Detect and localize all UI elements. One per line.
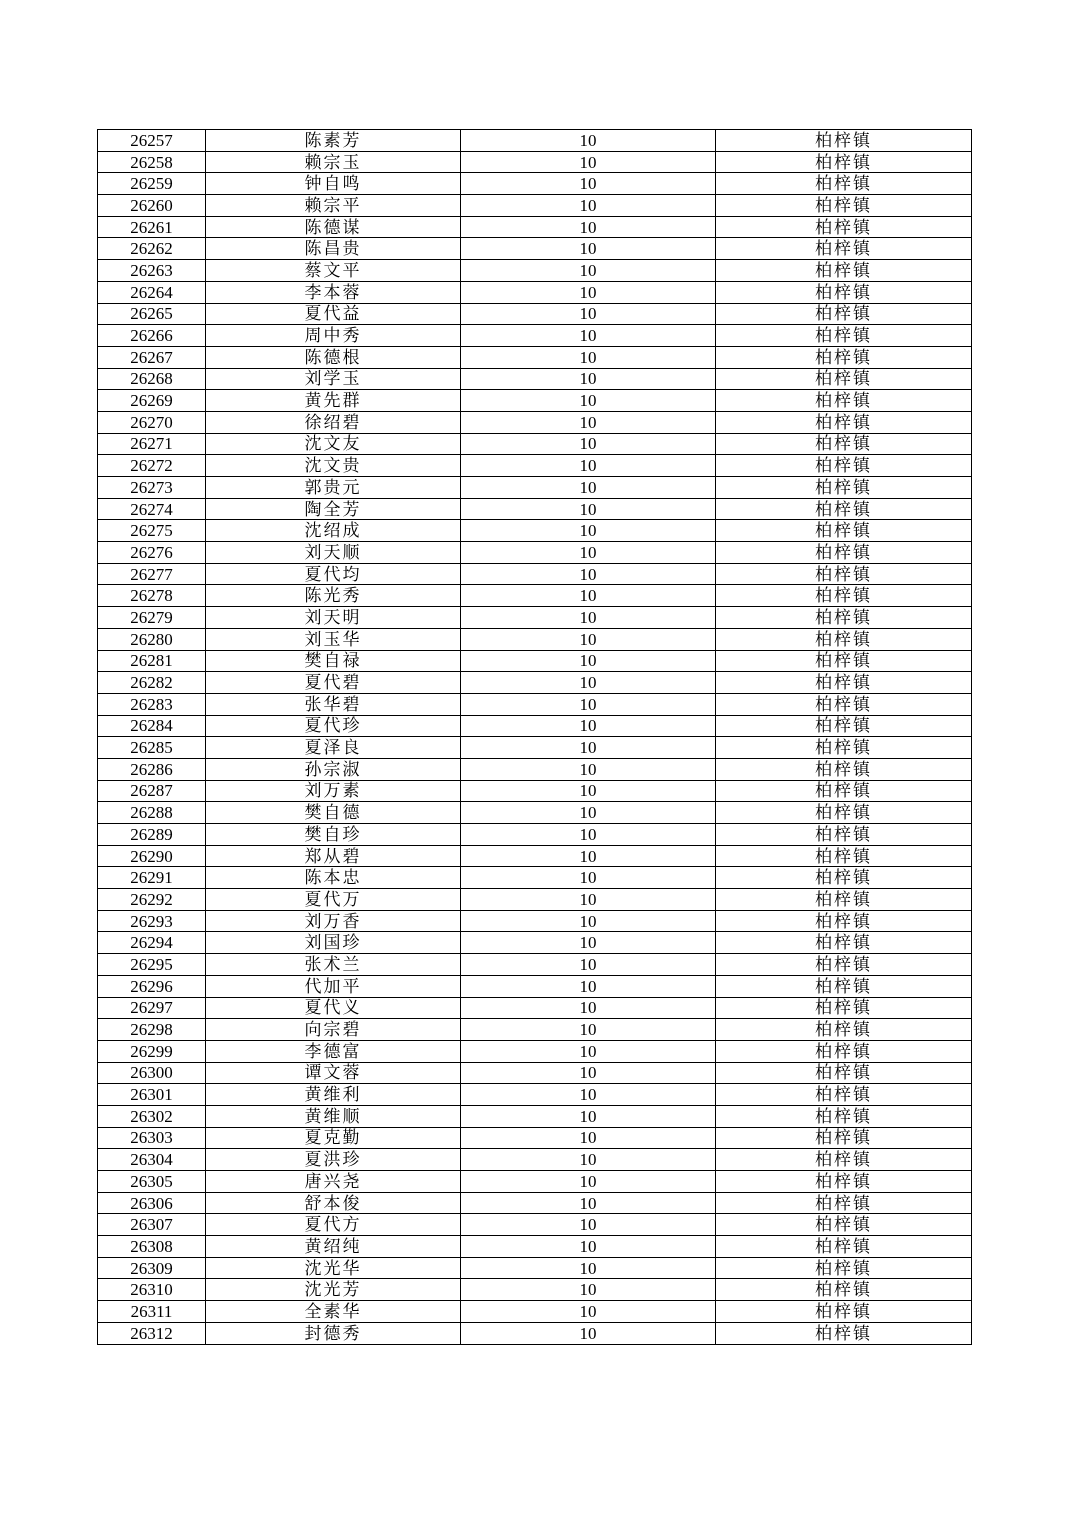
town-cell: 柏梓镇	[716, 845, 972, 867]
table-row	[98, 802, 972, 824]
amount-cell: 10	[461, 390, 716, 412]
name-cell: 刘玉华	[206, 628, 461, 650]
table-row	[98, 520, 972, 542]
table-row	[98, 1149, 972, 1171]
amount-cell: 10	[461, 932, 716, 954]
table-row	[98, 997, 972, 1019]
name-cell: 张术兰	[206, 954, 461, 976]
name-cell: 沈光华	[206, 1257, 461, 1279]
amount-cell: 10	[461, 216, 716, 238]
town-cell: 柏梓镇	[716, 563, 972, 585]
id-cell: 26269	[98, 390, 206, 412]
name-cell: 张华碧	[206, 693, 461, 715]
town-cell: 柏梓镇	[716, 585, 972, 607]
amount-cell: 10	[461, 1062, 716, 1084]
table-row	[98, 130, 972, 152]
town-cell: 柏梓镇	[716, 997, 972, 1019]
id-cell: 26292	[98, 889, 206, 911]
amount-cell: 10	[461, 563, 716, 585]
table-row	[98, 1040, 972, 1062]
town-cell: 柏梓镇	[716, 628, 972, 650]
name-cell: 夏代万	[206, 889, 461, 911]
id-cell: 26260	[98, 195, 206, 217]
table-row	[98, 715, 972, 737]
table-row	[98, 173, 972, 195]
id-cell: 26278	[98, 585, 206, 607]
town-cell: 柏梓镇	[716, 1062, 972, 1084]
table-row	[98, 303, 972, 325]
name-cell: 樊自禄	[206, 650, 461, 672]
amount-cell: 10	[461, 195, 716, 217]
town-cell: 柏梓镇	[716, 737, 972, 759]
town-cell: 柏梓镇	[716, 1149, 972, 1171]
amount-cell: 10	[461, 542, 716, 564]
town-cell: 柏梓镇	[716, 281, 972, 303]
table-row	[98, 889, 972, 911]
amount-cell: 10	[461, 325, 716, 347]
table-row	[98, 1127, 972, 1149]
town-cell: 柏梓镇	[716, 758, 972, 780]
name-cell: 刘万素	[206, 780, 461, 802]
table-row	[98, 1192, 972, 1214]
amount-cell: 10	[461, 346, 716, 368]
amount-cell: 10	[461, 650, 716, 672]
town-cell: 柏梓镇	[716, 498, 972, 520]
town-cell: 柏梓镇	[716, 975, 972, 997]
id-cell: 26297	[98, 997, 206, 1019]
id-cell: 26308	[98, 1236, 206, 1258]
amount-cell: 10	[461, 737, 716, 759]
table-row	[98, 737, 972, 759]
table-row	[98, 216, 972, 238]
table-row	[98, 910, 972, 932]
name-cell: 沈光芳	[206, 1279, 461, 1301]
amount-cell: 10	[461, 975, 716, 997]
table-row	[98, 281, 972, 303]
amount-cell: 10	[461, 1214, 716, 1236]
amount-cell: 10	[461, 455, 716, 477]
town-cell: 柏梓镇	[716, 954, 972, 976]
table-row	[98, 542, 972, 564]
id-cell: 26262	[98, 238, 206, 260]
id-cell: 26270	[98, 411, 206, 433]
town-cell: 柏梓镇	[716, 1127, 972, 1149]
name-cell: 夏代珍	[206, 715, 461, 737]
amount-cell: 10	[461, 910, 716, 932]
name-cell: 沈文贵	[206, 455, 461, 477]
amount-cell: 10	[461, 867, 716, 889]
amount-cell: 10	[461, 520, 716, 542]
amount-cell: 10	[461, 151, 716, 173]
amount-cell: 10	[461, 997, 716, 1019]
town-cell: 柏梓镇	[716, 824, 972, 846]
amount-cell: 10	[461, 1171, 716, 1193]
table-row	[98, 932, 972, 954]
name-cell: 樊自珍	[206, 824, 461, 846]
id-cell: 26294	[98, 932, 206, 954]
name-cell: 黄维利	[206, 1084, 461, 1106]
town-cell: 柏梓镇	[716, 1019, 972, 1041]
id-cell: 26261	[98, 216, 206, 238]
amount-cell: 10	[461, 824, 716, 846]
amount-cell: 10	[461, 1127, 716, 1149]
amount-cell: 10	[461, 1257, 716, 1279]
table-row	[98, 455, 972, 477]
town-cell: 柏梓镇	[716, 1322, 972, 1344]
id-cell: 26293	[98, 910, 206, 932]
name-cell: 黄绍纯	[206, 1236, 461, 1258]
amount-cell: 10	[461, 1192, 716, 1214]
id-cell: 26289	[98, 824, 206, 846]
name-cell: 陈昌贵	[206, 238, 461, 260]
table-row	[98, 563, 972, 585]
id-cell: 26280	[98, 628, 206, 650]
name-cell: 夏克勤	[206, 1127, 461, 1149]
id-cell: 26295	[98, 954, 206, 976]
table-row	[98, 1257, 972, 1279]
name-cell: 蔡文平	[206, 260, 461, 282]
amount-cell: 10	[461, 758, 716, 780]
name-cell: 陈素芳	[206, 130, 461, 152]
id-cell: 26258	[98, 151, 206, 173]
town-cell: 柏梓镇	[716, 325, 972, 347]
amount-cell: 10	[461, 1149, 716, 1171]
table-row	[98, 780, 972, 802]
table-row	[98, 1019, 972, 1041]
name-cell: 刘国珍	[206, 932, 461, 954]
town-cell: 柏梓镇	[716, 455, 972, 477]
table-row	[98, 585, 972, 607]
table-row	[98, 368, 972, 390]
table-row	[98, 346, 972, 368]
id-cell: 26264	[98, 281, 206, 303]
town-cell: 柏梓镇	[716, 346, 972, 368]
id-cell: 26285	[98, 737, 206, 759]
town-cell: 柏梓镇	[716, 477, 972, 499]
table-row	[98, 498, 972, 520]
table-row	[98, 975, 972, 997]
table-row	[98, 477, 972, 499]
table-row	[98, 693, 972, 715]
town-cell: 柏梓镇	[716, 889, 972, 911]
table-row	[98, 411, 972, 433]
amount-cell: 10	[461, 1236, 716, 1258]
name-cell: 沈文友	[206, 433, 461, 455]
town-cell: 柏梓镇	[716, 390, 972, 412]
amount-cell: 10	[461, 954, 716, 976]
table-row	[98, 1171, 972, 1193]
id-cell: 26271	[98, 433, 206, 455]
table-row	[98, 672, 972, 694]
town-cell: 柏梓镇	[716, 303, 972, 325]
name-cell: 全素华	[206, 1301, 461, 1323]
table-row	[98, 238, 972, 260]
table-row	[98, 954, 972, 976]
id-cell: 26310	[98, 1279, 206, 1301]
id-cell: 26272	[98, 455, 206, 477]
id-cell: 26267	[98, 346, 206, 368]
town-cell: 柏梓镇	[716, 260, 972, 282]
amount-cell: 10	[461, 1040, 716, 1062]
amount-cell: 10	[461, 1322, 716, 1344]
town-cell: 柏梓镇	[716, 910, 972, 932]
town-cell: 柏梓镇	[716, 1192, 972, 1214]
name-cell: 樊自德	[206, 802, 461, 824]
name-cell: 夏泽良	[206, 737, 461, 759]
amount-cell: 10	[461, 1105, 716, 1127]
table-row	[98, 867, 972, 889]
town-cell: 柏梓镇	[716, 715, 972, 737]
name-cell: 向宗碧	[206, 1019, 461, 1041]
table-row	[98, 1084, 972, 1106]
id-cell: 26287	[98, 780, 206, 802]
id-cell: 26276	[98, 542, 206, 564]
table-row	[98, 1322, 972, 1344]
id-cell: 26279	[98, 607, 206, 629]
roster-table	[97, 129, 972, 1345]
name-cell: 夏代义	[206, 997, 461, 1019]
table-row	[98, 433, 972, 455]
name-cell: 李本蓉	[206, 281, 461, 303]
id-cell: 26303	[98, 1127, 206, 1149]
table-row	[98, 650, 972, 672]
table-row	[98, 607, 972, 629]
town-cell: 柏梓镇	[716, 867, 972, 889]
id-cell: 26300	[98, 1062, 206, 1084]
amount-cell: 10	[461, 173, 716, 195]
name-cell: 谭文蓉	[206, 1062, 461, 1084]
id-cell: 26288	[98, 802, 206, 824]
name-cell: 夏代益	[206, 303, 461, 325]
id-cell: 26277	[98, 563, 206, 585]
name-cell: 刘天顺	[206, 542, 461, 564]
id-cell: 26259	[98, 173, 206, 195]
town-cell: 柏梓镇	[716, 607, 972, 629]
id-cell: 26274	[98, 498, 206, 520]
amount-cell: 10	[461, 585, 716, 607]
town-cell: 柏梓镇	[716, 672, 972, 694]
town-cell: 柏梓镇	[716, 650, 972, 672]
amount-cell: 10	[461, 238, 716, 260]
name-cell: 刘学玉	[206, 368, 461, 390]
name-cell: 刘天明	[206, 607, 461, 629]
id-cell: 26265	[98, 303, 206, 325]
id-cell: 26268	[98, 368, 206, 390]
roster-table-body	[98, 130, 972, 1345]
town-cell: 柏梓镇	[716, 1301, 972, 1323]
town-cell: 柏梓镇	[716, 1279, 972, 1301]
town-cell: 柏梓镇	[716, 1236, 972, 1258]
town-cell: 柏梓镇	[716, 520, 972, 542]
amount-cell: 10	[461, 1279, 716, 1301]
name-cell: 黄先群	[206, 390, 461, 412]
id-cell: 26263	[98, 260, 206, 282]
name-cell: 陈德根	[206, 346, 461, 368]
id-cell: 26309	[98, 1257, 206, 1279]
id-cell: 26298	[98, 1019, 206, 1041]
town-cell: 柏梓镇	[716, 932, 972, 954]
town-cell: 柏梓镇	[716, 238, 972, 260]
amount-cell: 10	[461, 628, 716, 650]
amount-cell: 10	[461, 498, 716, 520]
id-cell: 26273	[98, 477, 206, 499]
name-cell: 封德秀	[206, 1322, 461, 1344]
amount-cell: 10	[461, 368, 716, 390]
id-cell: 26301	[98, 1084, 206, 1106]
id-cell: 26266	[98, 325, 206, 347]
amount-cell: 10	[461, 845, 716, 867]
name-cell: 郑从碧	[206, 845, 461, 867]
id-cell: 26275	[98, 520, 206, 542]
id-cell: 26257	[98, 130, 206, 152]
id-cell: 26305	[98, 1171, 206, 1193]
name-cell: 夏代均	[206, 563, 461, 585]
amount-cell: 10	[461, 281, 716, 303]
town-cell: 柏梓镇	[716, 433, 972, 455]
town-cell: 柏梓镇	[716, 1257, 972, 1279]
town-cell: 柏梓镇	[716, 1105, 972, 1127]
amount-cell: 10	[461, 672, 716, 694]
name-cell: 黄维顺	[206, 1105, 461, 1127]
name-cell: 周中秀	[206, 325, 461, 347]
town-cell: 柏梓镇	[716, 1084, 972, 1106]
name-cell: 徐绍碧	[206, 411, 461, 433]
table-row	[98, 325, 972, 347]
amount-cell: 10	[461, 477, 716, 499]
amount-cell: 10	[461, 260, 716, 282]
name-cell: 代加平	[206, 975, 461, 997]
amount-cell: 10	[461, 889, 716, 911]
name-cell: 沈绍成	[206, 520, 461, 542]
table-row	[98, 758, 972, 780]
town-cell: 柏梓镇	[716, 542, 972, 564]
town-cell: 柏梓镇	[716, 802, 972, 824]
id-cell: 26286	[98, 758, 206, 780]
table-row	[98, 1236, 972, 1258]
name-cell: 刘万香	[206, 910, 461, 932]
table-row	[98, 1214, 972, 1236]
amount-cell: 10	[461, 607, 716, 629]
town-cell: 柏梓镇	[716, 780, 972, 802]
id-cell: 26284	[98, 715, 206, 737]
table-row	[98, 628, 972, 650]
town-cell: 柏梓镇	[716, 216, 972, 238]
name-cell: 夏代碧	[206, 672, 461, 694]
town-cell: 柏梓镇	[716, 411, 972, 433]
name-cell: 舒本俊	[206, 1192, 461, 1214]
id-cell: 26282	[98, 672, 206, 694]
amount-cell: 10	[461, 1084, 716, 1106]
town-cell: 柏梓镇	[716, 130, 972, 152]
name-cell: 赖宗玉	[206, 151, 461, 173]
table-row	[98, 195, 972, 217]
table-row	[98, 1062, 972, 1084]
name-cell: 赖宗平	[206, 195, 461, 217]
name-cell: 唐兴尧	[206, 1171, 461, 1193]
id-cell: 26306	[98, 1192, 206, 1214]
amount-cell: 10	[461, 693, 716, 715]
id-cell: 26307	[98, 1214, 206, 1236]
name-cell: 钟自鸣	[206, 173, 461, 195]
town-cell: 柏梓镇	[716, 368, 972, 390]
table-row	[98, 151, 972, 173]
name-cell: 孙宗淑	[206, 758, 461, 780]
id-cell: 26302	[98, 1105, 206, 1127]
town-cell: 柏梓镇	[716, 1040, 972, 1062]
town-cell: 柏梓镇	[716, 195, 972, 217]
amount-cell: 10	[461, 433, 716, 455]
amount-cell: 10	[461, 1019, 716, 1041]
id-cell: 26291	[98, 867, 206, 889]
town-cell: 柏梓镇	[716, 693, 972, 715]
amount-cell: 10	[461, 802, 716, 824]
name-cell: 李德富	[206, 1040, 461, 1062]
name-cell: 陈德谋	[206, 216, 461, 238]
table-row	[98, 1279, 972, 1301]
table-row	[98, 1105, 972, 1127]
table-row	[98, 260, 972, 282]
id-cell: 26312	[98, 1322, 206, 1344]
name-cell: 陶全芳	[206, 498, 461, 520]
id-cell: 26299	[98, 1040, 206, 1062]
town-cell: 柏梓镇	[716, 151, 972, 173]
name-cell: 夏洪珍	[206, 1149, 461, 1171]
name-cell: 陈本忠	[206, 867, 461, 889]
table-row	[98, 390, 972, 412]
name-cell: 夏代方	[206, 1214, 461, 1236]
town-cell: 柏梓镇	[716, 1214, 972, 1236]
amount-cell: 10	[461, 411, 716, 433]
id-cell: 26304	[98, 1149, 206, 1171]
amount-cell: 10	[461, 303, 716, 325]
amount-cell: 10	[461, 1301, 716, 1323]
table-row	[98, 824, 972, 846]
name-cell: 郭贵元	[206, 477, 461, 499]
amount-cell: 10	[461, 715, 716, 737]
id-cell: 26296	[98, 975, 206, 997]
id-cell: 26311	[98, 1301, 206, 1323]
town-cell: 柏梓镇	[716, 1171, 972, 1193]
amount-cell: 10	[461, 130, 716, 152]
amount-cell: 10	[461, 780, 716, 802]
id-cell: 26290	[98, 845, 206, 867]
id-cell: 26281	[98, 650, 206, 672]
table-row	[98, 1301, 972, 1323]
table-row	[98, 845, 972, 867]
id-cell: 26283	[98, 693, 206, 715]
town-cell: 柏梓镇	[716, 173, 972, 195]
name-cell: 陈光秀	[206, 585, 461, 607]
